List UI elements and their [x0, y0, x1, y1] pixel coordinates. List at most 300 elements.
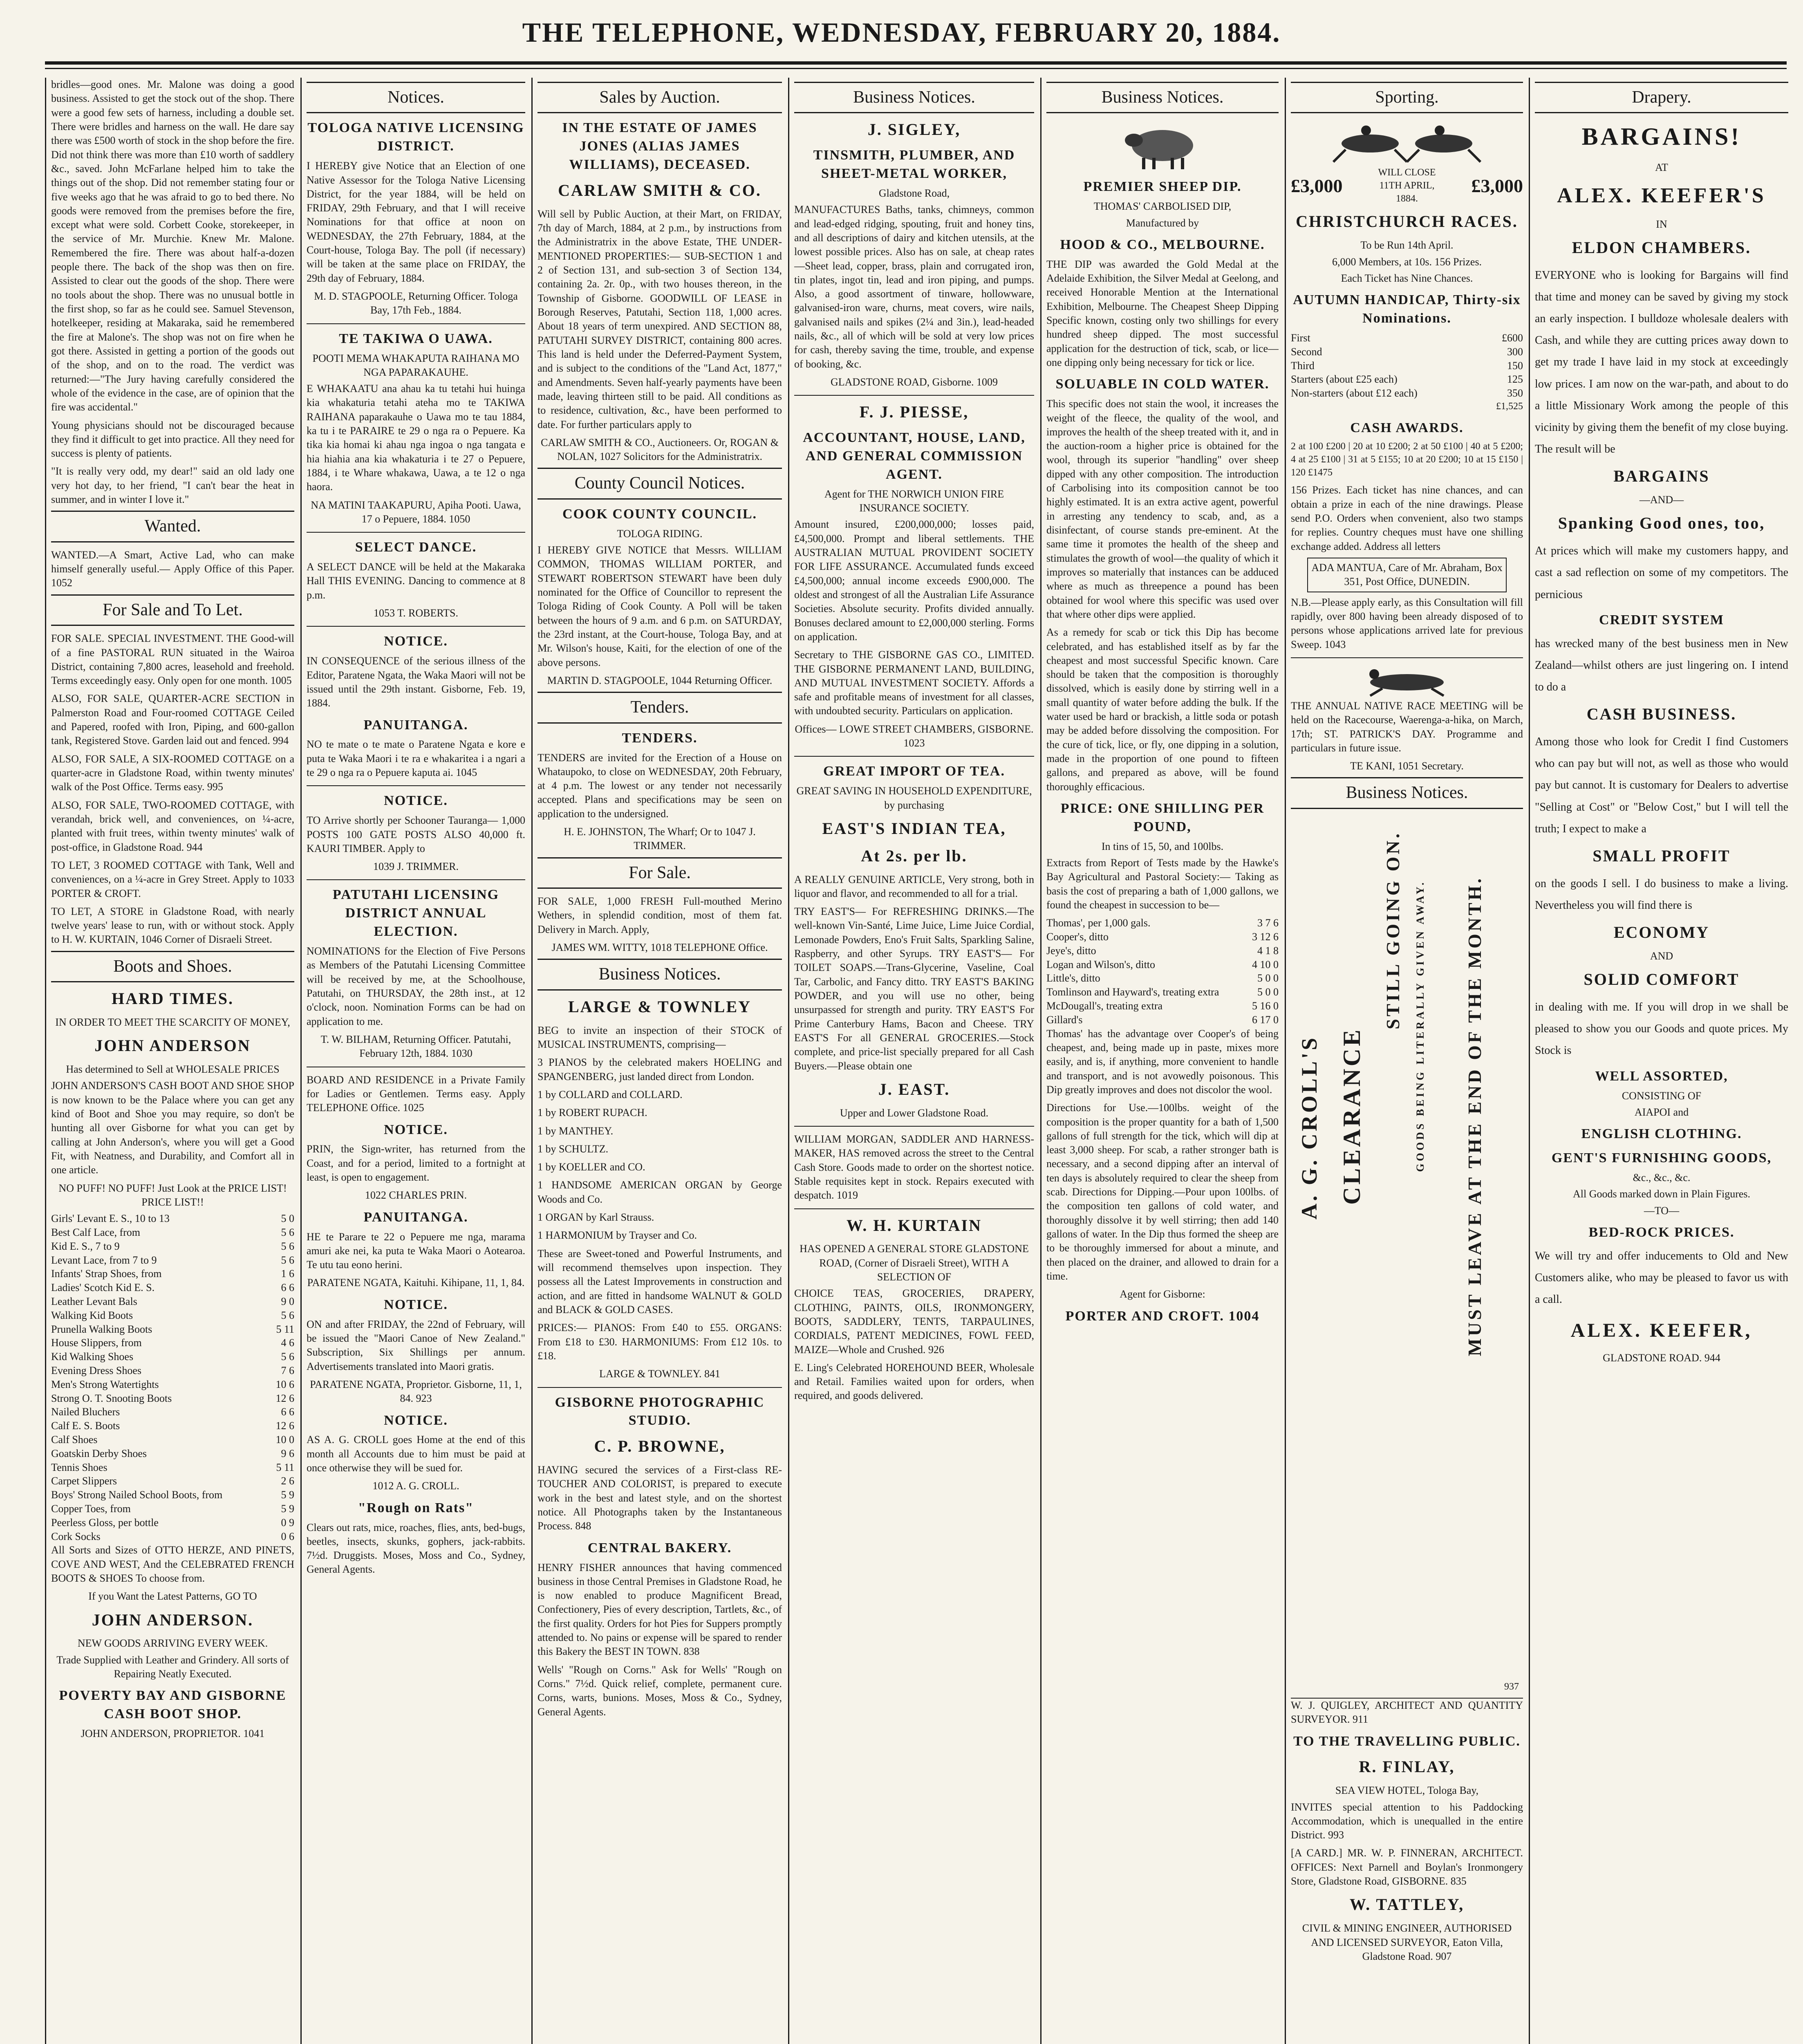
- ad-text: CONSISTING OF: [1622, 1089, 1702, 1102]
- ad-signature: J. EAST.: [878, 1080, 950, 1098]
- notice-signature: JAMES WM. WITTY, 1018 TELEPHONE Office.: [551, 941, 768, 954]
- column-3: [538, 78, 782, 2044]
- price-row: [51, 1226, 294, 1239]
- ad-item: GENT'S FURNISHING GOODS,: [1551, 1150, 1772, 1166]
- price-row: [51, 1419, 294, 1433]
- ad-text: —AND—: [1639, 494, 1684, 506]
- column-rule: [1040, 78, 1041, 2044]
- ad-signature: TE KANI, 1051 Secretary.: [1350, 760, 1464, 772]
- price-row-value: 9 0: [281, 1295, 294, 1307]
- column-1: [51, 78, 294, 2044]
- ad-item: ENGLISH CLOTHING.: [1581, 1126, 1742, 1142]
- wanted-ad: WANTED.—A Smart, Active Lad, who can make himself generally useful.— Apply Office of this Paper. 1052: [51, 549, 294, 589]
- notice-title: NOTICE.: [384, 793, 448, 809]
- section-heading: Sporting.: [1291, 82, 1523, 113]
- price-row: [51, 1350, 294, 1364]
- notice-signature: T. W. BILHAM, Returning Officer. Patutahi, February 12th, 1884. 1030: [320, 1033, 511, 1060]
- price-row-value: 6 6: [281, 1406, 294, 1418]
- separator: [307, 532, 525, 533]
- ad-headline: STILL GOING ON.: [1382, 831, 1403, 1029]
- ad-item: 3 PIANOS by the celebrated makers HOELING and SPANGENBERG, just landed direct from London.: [538, 1056, 782, 1083]
- price-row-value: 5 6: [281, 1351, 294, 1363]
- racehorse-icon: [1321, 119, 1493, 164]
- notice-title: TE TAKIWA O UAWA.: [339, 331, 493, 346]
- column-4: [794, 78, 1034, 2044]
- separator: [307, 879, 525, 880]
- ad-body: INVITES special attention to his Paddocking Accommodation, which is unequalled in the entire District. 993: [1291, 1801, 1523, 1841]
- notice-title: TOLOGA NATIVE LICENSING DISTRICT.: [307, 120, 524, 154]
- notice-body: A SELECT DANCE will be held at the Makaraka Hall THIS EVENING. Dancing to commence at 8 p.m.: [307, 561, 525, 601]
- separator: [794, 1208, 1034, 1209]
- price-row: [51, 1502, 294, 1516]
- ad-place: ELDON CHAMBERS.: [1572, 238, 1751, 257]
- ad-text: Agent for THE NORWICH UNION FIRE INSURANCE SOCIETY.: [824, 488, 1004, 514]
- notice-body: IN CONSEQUENCE of the serious illness of the Editor, Paratene Ngata, the Waka Maori will not be issued until the 29th instant. Gisborne, Feb. 19, 1884.: [307, 655, 525, 709]
- separator: [1291, 657, 1523, 658]
- ad-body: As a remedy for scab or tick this Dip has become celebrated, and has established itself as by far the cheapest and most successful Specific known. Care should be taken that the composition is thoroughly dissolved, which is easily done by stirring well in a small quantity of water before adding the bulk. If the water used be hard or brackish, a little soda or potash may be added before dissolving the composition. For the cure of tick, lice, or fly, one dipping in a solution, made in the proportion of one pound to fifteen gallons, and prepared as above, will be found thoroughly efficacious.: [1046, 626, 1279, 793]
- auction-firm: CARLAW SMITH & CO.: [558, 181, 762, 200]
- prize-row: [1291, 359, 1523, 373]
- ad-signature: ALEX. KEEFER,: [1570, 1320, 1753, 1342]
- notice-body: TENDERS are invited for the Erection of a House on Whataupoko, to close on WEDNESDAY, 20th February, at 4 p.m. The lowest or any tender not necessarily accepted. Plans and specifications may be seen on application to the undersigned.: [538, 751, 782, 820]
- section-heading: Business Notices.: [1046, 82, 1279, 113]
- ad-name: LARGE & TOWNLEY: [568, 997, 752, 1016]
- column-2: [307, 78, 525, 2044]
- price-row-value: 5 9: [281, 1502, 294, 1515]
- sale-ad: ALSO, FOR SALE, TWO-ROOMED COTTAGE, with verandah, brick well, and conveniences, on ¼-acre, planted with fruit trees, within twenty minutes' walk of post-office, in Gladstone Road. 944: [51, 799, 294, 853]
- ad-text: IN: [1656, 218, 1667, 230]
- price-row: [51, 1309, 294, 1322]
- price-row-value: 2 6: [281, 1475, 294, 1487]
- ad-body: E. Ling's Celebrated HOREHOUND BEER, Wholesale and Retail. Families waited upon for orders, when required, and goods delivered.: [794, 1361, 1034, 1402]
- price-row-value: 0 9: [281, 1516, 294, 1529]
- ad-name: A. G. CROLL'S: [1297, 1035, 1321, 1219]
- ad-name: JOHN ANDERSON: [94, 1036, 251, 1055]
- ad-item: &c., &c., &c.: [1633, 1171, 1691, 1183]
- price-row-value: 10 0: [275, 1433, 294, 1446]
- ad-title: TINSMITH, PLUMBER, AND SHEET-METAL WORKER,: [813, 148, 1015, 182]
- ad-address: ADA MANTUA, Care of Mr. Abraham, Box 351, Post Office, DUNEDIN.: [1307, 558, 1507, 592]
- cost-row-label: Logan and Wilson's, ditto: [1046, 958, 1156, 970]
- cost-row-value: 4 1 8: [1257, 944, 1279, 957]
- ad-headline: ECONOMY: [1613, 923, 1710, 942]
- cost-row-label: Cooper's, ditto: [1046, 931, 1109, 943]
- separator: [794, 395, 1034, 396]
- price-row-label: Cork Socks: [51, 1530, 101, 1542]
- price-row-label: House Slippers, from: [51, 1337, 142, 1349]
- cost-row-value: 5 16 0: [1252, 1000, 1279, 1012]
- price-row: [51, 1281, 294, 1295]
- ad-body: EVERYONE who is looking for Bargains will find that time and money can be saved by giving my stock an early inspection. I bulldoze wholesale dealers with Cash, and while they are cutting prices away down to get my trade I have laid in my stock at exceedingly low prices. I am now on the war-path, and about to do a little Missionary Work among the people of this vicinity by giving them the benefit of my close buying. The result will be: [1535, 269, 1788, 456]
- ad-price: PRICE: ONE SHILLING PER POUND,: [1060, 800, 1265, 834]
- price-row-label: Ladies' Scotch Kid E. S.: [51, 1282, 155, 1294]
- ad-headline: BED-ROCK PRICES.: [1588, 1224, 1735, 1240]
- ad-text: Gladstone Road,: [878, 187, 950, 199]
- ad-body: in dealing with me. If you will drop in we shall be pleased to show you our Goods and quote prices. My Stock is: [1535, 1001, 1788, 1057]
- notice-title: NOTICE.: [384, 1122, 448, 1137]
- ad-signature: GLADSTONE ROAD. 944: [1603, 1351, 1720, 1364]
- section-heading: Drapery.: [1535, 82, 1788, 113]
- prize-row: [1291, 345, 1523, 359]
- sale-ad: TO LET, 3 ROOMED COTTAGE with Tank, Well and conveniences, on a ¼-acre in Grey Street. Apply to 1033 PORTER & CROFT.: [51, 859, 294, 899]
- ad-title: CHRISTCHURCH RACES.: [1296, 212, 1518, 231]
- prize-row: [1291, 372, 1523, 386]
- notice-body: E WHAKAATU ana ahau ka tu tetahi hui huinga kia whakaturia tetahi ateha mo te TAKIWA RAIHANA paparakauhe o Uawa mo te tau 1884, ka tu i te PARAIRE te 29 o nga ra o Pepuere. Ka tika kia homai ki ahau nga ingoa o nga tangata e hia hiahia ana kia whakaturia i te 27 o Pepuere, 1884, i te Whare whakawa, Uawa, a te 12 o nga haora.: [307, 383, 525, 493]
- notice-signature: 1039 J. TRIMMER.: [373, 861, 459, 873]
- sheep-illustration: [1046, 119, 1279, 172]
- price-row-value: 9 6: [281, 1447, 294, 1459]
- ad-text: In tins of 15, 50, and 100lbs.: [1101, 840, 1224, 852]
- ad-text: 6,000 Members, at 10s. 156 Prizes.: [1332, 256, 1482, 268]
- notice-signature: M. D. STAGPOOLE, Returning Officer. Tologa Bay, 17th Feb., 1884.: [314, 290, 518, 316]
- racehorse-illustration: [1291, 119, 1523, 164]
- prize-list: [1291, 331, 1523, 400]
- price-row-value: 12 6: [275, 1392, 294, 1404]
- price-row-label: Evening Dress Shoes: [51, 1364, 141, 1376]
- ad-headline: HARD TIMES.: [112, 989, 234, 1008]
- cost-row-value: 4 10 0: [1252, 958, 1279, 970]
- cost-row-label: Jeye's, ditto: [1046, 944, 1096, 957]
- ad-body: At prices which will make my customers happy, and cast a sad reflection on some of my competitors. The pernicious: [1535, 545, 1788, 601]
- prize-row-label: Second: [1291, 345, 1322, 358]
- column-rule: [45, 78, 46, 2044]
- ad-headline: SOLID COMFORT: [1584, 970, 1740, 989]
- notice-title: PANUITANGA.: [363, 717, 468, 733]
- price-row: [51, 1239, 294, 1253]
- news-story: bridles—good ones. Mr. Malone was doing a good business. Assisted to get the stock out of the shop. There were a good few sets of harness, including a double set. There were bridles and harness on the wall. He dare say there was £500 worth of stock in the shop before the fire. Did not think there was more than £10 worth of saddlery &c., saved. John McFarlane helped him to take the things out of the shop. Did not remember stating four or five weeks ago that he was afraid to go to bed there. No goods were removed from the premises before the fire, except what were sold. Corbett Cooke, storekeeper, in the service of Mr. Murchie. Knew Mr. Malone. Remembered the fire. There was about half-a-dozen people there. The back of the shop was then on fire. Assisted to clear out the goods of the shop. There were no tools about the shop. There was no unusual bottle in the first shop, so far as he could see. Samuel Stevenson, hotelkeeper, residing at Makaraka, said he remembered the fire at Malone's. The shop was not on fire when he got there. Assisted in getting a portion of the goods out of the shop, and on to the road. The verdict was returned:—"The Jury having carefully considered the whole of the evidence in the case, are of opinion that the fire was accidental.": [51, 78, 294, 413]
- masthead-rule-thin: [45, 68, 1787, 69]
- ad-item: 1 HARMONIUM by Trayser and Co.: [538, 1229, 697, 1242]
- notice-subtitle: POOTI MEMA WHAKAPUTA RAIHANA MO NGA PAPARAKAUHE.: [312, 352, 520, 378]
- sweep-amount: £3,000: [1471, 175, 1523, 196]
- separator: [794, 756, 1034, 757]
- ad-title: TO THE TRAVELLING PUBLIC.: [1293, 1733, 1521, 1749]
- price-row-value: 5 11: [276, 1461, 294, 1473]
- cost-row-value: 3 12 6: [1252, 931, 1279, 943]
- notice-title: PATUTAHI LICENSING DISTRICT ANNUAL ELECTION.: [332, 887, 499, 939]
- notice-body: AS A. G. CROLL goes Home at the end of this month all Accounts due to him must be paid at once otherwise they will be sued for.: [307, 1434, 525, 1474]
- notice-body: HE te Parare te 22 o Pepuere me nga, marama amuri ake nei, ka puta te Waka Maori o Aotearoa. Te utu tau eono herini.: [307, 1230, 525, 1271]
- ad-body: Secretary to THE GISBORNE GAS CO., LIMITED. THE GISBORNE PERMANENT LAND, BUILDING, AND MUTUAL INVESTMENT SOCIETY. Affords a safe and profitable means of investment for all classes, with undoubted security. Particulars on application.: [794, 649, 1034, 717]
- ad-text: HAS OPENED A GENERAL STORE GLADSTONE ROAD, (Corner of Disraeli Street), WITH A SELECTION OF: [800, 1243, 1029, 1283]
- ad-body: Directions for Use.—100lbs. weight of the composition is the proper quantity for a bath of 1,500 gallons of full strength for the tick, which will dip at least 3,000 sheep. For scab, a rather stronger bath is necessary, and a second dipping after an interval of ten days is absolutely required to clear the sheep from scab. Directions for Dipping.—Pour upon 100lbs. of the composition ten gallons of cold water, and thoroughly dissolve it by well stirring; then add 140 gallons of water. In the Dip thus formed the sheep are to be thoroughly immersed for about a minute, and then placed on the drainer, and allowed to drain for a time.: [1046, 1102, 1279, 1282]
- price-row-value: 6 6: [281, 1282, 294, 1294]
- cost-row: [1046, 916, 1279, 930]
- cost-row-label: Little's, ditto: [1046, 972, 1100, 984]
- price-row: [51, 1295, 294, 1309]
- racehorse-icon: [1346, 664, 1468, 697]
- notice-title: NOTICE.: [384, 634, 448, 649]
- notice-signature: 1022 CHARLES PRIN.: [365, 1189, 467, 1201]
- ad-headline: CLEARANCE: [1338, 1027, 1365, 1205]
- ad-text: Upper and Lower Gladstone Road.: [840, 1107, 989, 1119]
- ad-text: All Goods marked down in Plain Figures.: [1572, 1188, 1751, 1200]
- sweep-banner: [1291, 166, 1523, 205]
- ad-body: N.B.—Please apply early, as this Consultation will fill rapidly, over 800 having been already disposed of to persons whose applications arrived late for previous Sweep. 1043: [1291, 596, 1523, 650]
- ad-signature: Offices— LOWE STREET CHAMBERS, GISBORNE. 1023: [795, 723, 1034, 749]
- ad-body: CHOICE TEAS, GROCERIES, DRAPERY, CLOTHING, PAINTS, OILS, IRONMONGERY, BOOTS, SADDLERY, TENTS, TARPAULINES, CORDIALS, PATENT MEDICINES, FOWL FEED, MAIZE—Whole and Crushed. 926: [794, 1287, 1034, 1356]
- sweep-close: WILL CLOSE 11TH APRIL, 1884.: [1378, 167, 1436, 204]
- ad-text: GOODS BEING LITERALLY GIVEN AWAY.: [1414, 880, 1426, 1172]
- prize-row-value: 350: [1507, 387, 1523, 399]
- price-row: [51, 1474, 294, 1488]
- ad-body: Wells' "Rough on Corns." Ask for Wells' "Rough on Corns." 7½d. Quick relief, complete, permanent cure. Corns, warts, bunions. Moses, Moss & Co., Sydney, General Agents.: [538, 1663, 782, 1718]
- notice-signature: MARTIN D. STAGPOOLE, 1044 Returning Officer.: [547, 674, 773, 686]
- price-row: [51, 1461, 294, 1475]
- separator: [307, 626, 525, 627]
- price-row-label: Kid E. S., 7 to 9: [51, 1240, 120, 1252]
- ad-text: Manufactured by: [1126, 217, 1199, 229]
- section-heading: Business Notices.: [1291, 777, 1523, 809]
- sale-ad: ALSO, FOR SALE, A SIX-ROOMED COTTAGE on a quarter-acre in Gladstone Road, within twenty minutes' walk of the Post Office. Terms easy. 995: [51, 753, 294, 793]
- column-7: [1535, 78, 1788, 2044]
- notice-subtitle: TOLOGA RIDING.: [617, 527, 703, 540]
- notice-body: PRIN, the Sign-writer, has returned from the Coast, and for a period, limited to a fortnight at least, is open to engagement.: [307, 1143, 525, 1183]
- notice-body: Clears out rats, mice, roaches, flies, ants, bed-bugs, beetles, insects, skunks, gophers, jack-rabbits. 7½d. Druggists. Moses, Moss and Co., Sydney, General Agents.: [307, 1521, 525, 1576]
- price-row-label: Peerless Gloss, per bottle: [51, 1516, 159, 1529]
- column-rule: [531, 78, 533, 2044]
- ad-text: CIVIL & MINING ENGINEER, AUTHORISED AND LICENSED SURVEYOR, Eaton Villa, Gladstone Road. 907: [1302, 1922, 1512, 1962]
- news-story: "It is really very odd, my dear!" said an old lady one very hot day, to her friend, "I can't bear the heat in summer, and in winter I love it.": [51, 465, 294, 506]
- sale-ad: TO LET, A STORE in Gladstone Road, with nearly twelve years' lease to run, with or without stock. Apply to H. W. KURTAIN, 1046 Corner of Disraeli Street.: [51, 905, 294, 946]
- notice-title: TENDERS.: [622, 730, 698, 746]
- ad-body: We will try and offer inducements to Old and New Customers alike, who may be pleased to favor us with a call.: [1535, 1249, 1788, 1306]
- masthead: [0, 0, 1803, 61]
- ad-body: [A CARD.] MR. W. P. FINNERAN, ARCHITECT. OFFICES: Next Parnell and Boylan's Ironmongery Store, Gladstone Road, GISBORNE. 835: [1291, 1847, 1523, 1887]
- notice-title: SELECT DANCE.: [355, 540, 477, 555]
- prize-row-label: Non-starters (about £12 each): [1291, 387, 1418, 399]
- price-row: [51, 1516, 294, 1530]
- ad-item: 1 by SCHULTZ.: [538, 1143, 609, 1155]
- cost-list: [1046, 916, 1279, 1026]
- price-row: [51, 1336, 294, 1350]
- ad-title: AUTUMN HANDICAP, Thirty-six Nominations.: [1293, 292, 1521, 326]
- ad-body: A REALLY GENUINE ARTICLE, Very strong, both in liquor and flavor, and recommended to all for a trial.: [794, 873, 1034, 899]
- ad-body: THE DIP was awarded the Gold Medal at the Adelaide Exhibition, the Silver Medal at Geelong, and received Honorable Mention at the International Exhibition, Melbourne. The Cheapest Sheep Dipping Specific known, costing only two shillings for every hundred sheep dipped. The most successful application for the destruction of tick, scab, or lice—one dipping only being necessary for tick or lice.: [1046, 258, 1279, 368]
- cost-row-value: 5 0 0: [1257, 986, 1279, 998]
- notice-signature: NA MATINI TAAKAPURU, Apiha Pooti. Uawa, 17 o Pepuere, 1884. 1050: [311, 499, 521, 525]
- ad-body: 156 Prizes. Each ticket has nine chances, and can obtain a prize in each of the nine drawings. Please send P.O. Orders when convenient, also two stamps for replies. Country cheques must have one shilling exchange added. Address all letters: [1291, 484, 1523, 552]
- ad-text: To be Run 14th April.: [1360, 239, 1454, 251]
- price-row-value: 5 6: [281, 1226, 294, 1239]
- notice-body: I HEREBY GIVE NOTICE that Messrs. WILLIAM COMMON, THOMAS WILLIAM PORTER, and STEWART ROBERTSON STEWART have been duly nominated for the Office of Councillor to represent the Tologa Riding of Cook County. A Poll will be taken between the hours of 9 a.m. and 6 p.m. on SATURDAY, the 23rd instant, at the Court-house, Tologa Bay, and at Mr. Wilson's house, Kaiti, for the election of one of the above persons.: [538, 544, 782, 668]
- ad-text: Trade Supplied with Leather and Grindery. All sorts of Repairing Neatly Executed.: [56, 1654, 289, 1680]
- ad-name: F. J. PIESSE,: [859, 403, 969, 421]
- notice-title: PANUITANGA.: [363, 1209, 468, 1225]
- ad-body: HENRY FISHER announces that having commenced business in those Central Premises in Gladstone Road, he is now enabled to produce Magnificent Bread, Confectionery, Pies of every description, Tartlets, &c., of the first quality. Orders for hot Pies for Suppers promptly attended to. No pains or expense will be spared to render this Bakery the BEST IN TOWN. 838: [538, 1561, 782, 1658]
- ad-text: Has determined to Sell at WHOLESALE PRICES: [66, 1063, 280, 1076]
- notice-signature: H. E. JOHNSTON, The Wharf; Or to 1047 J. TRIMMER.: [564, 826, 756, 852]
- ad-text: AT: [1655, 161, 1668, 173]
- prize-total: £1,525: [1496, 401, 1523, 412]
- ad-text: —TO—: [1644, 1204, 1680, 1217]
- notice-signature: PARATENE NGATA, Kaituhi. Kihipane, 11, 1, 84.: [307, 1277, 525, 1289]
- ad-body: TRY EAST'S— For REFRESHING DRINKS.—The well-known Vin-Santé, Lime Juice, Lime Juice Cordial, Lemonade Powders, Eno's Fruit Salts, Sparkling Saline, Raspberry, and other Syrups. TRY EAST'S— For TOILET SOAPS.—Trans-Glycerine, Vaseline, Coal Tar, Carbolic, and Fancy ditto. TRY EAST'S BAKING POWDER, and you will use no other, being unsurpassed for strength and purity. TRY EAST'S For Prime Canterbury Hams, Bacon and Cheese. TRY EAST'S For all GENERAL GROCERIES.—Stock complete, and price-list specially prepared for all Cash Buyers.—Please obtain one: [794, 905, 1034, 1072]
- news-story: Young physicians should not be discouraged because they find it difficult to get into practice. All they need for success is plenty of patients.: [51, 419, 294, 459]
- price-row-label: Copper Toes, from: [51, 1502, 131, 1515]
- notice-body: FOR SALE, 1,000 FRESH Full-mouthed Merino Wethers, in splendid condition, most of them fat. Delivery in March. Apply,: [538, 895, 782, 935]
- price-row-label: Tennis Shoes: [51, 1461, 108, 1473]
- ad-body: THE ANNUAL NATIVE RACE MEETING will be held on the Racecourse, Waerenga-a-hika, on March, 17th; ST. PATRICK'S DAY. Programme and particulars in future issue.: [1291, 699, 1523, 754]
- ad-body: Amount insured, £200,000,000; losses paid, £4,500,000. Prompt and liberal settlements. THE AUSTRALIAN MUTUAL PROVIDENT SOCIETY FOR LIFE ASSURANCE. Accumulated funds exceed £4,500,000; annual income exceeds £900,000. The oldest and strongest of all the Australian Life Assurance Societies. Absolute security. Profits divided annually. Bonuses declared amount to £2,000,000 sterling. Forms on application.: [794, 518, 1034, 643]
- price-row-value: 12 6: [275, 1420, 294, 1432]
- column-rule: [300, 78, 302, 2044]
- price-row-value: 0 6: [281, 1530, 294, 1542]
- price-row-label: Carpet Slippers: [51, 1475, 117, 1487]
- ad-body: HAVING secured the services of a First-class RE-TOUCHER AND COLORIST, is prepared to execute work in the best and latest style, and on the shortest notice. All Photographs taken by the Instantaneous Process. 848: [538, 1464, 782, 1532]
- prize-row-label: Third: [1291, 359, 1315, 372]
- notice-signature: PARATENE NGATA, Proprietor. Gisborne, 11, 1, 84. 923: [310, 1378, 522, 1405]
- ad-text: NEW GOODS ARRIVING EVERY WEEK.: [77, 1637, 268, 1650]
- ad-name: W. H. KURTAIN: [847, 1216, 982, 1235]
- notice-body: I HEREBY give Notice that an Election of one Native Assessor for the Tologa Native Licensing District, for the year 1884, will be held on FRIDAY, 29th February, and that I will receive Nominations for that office at noon on WEDNESDAY, the 27th February, 1884, at the Court-house, Tologa Bay. The poll (if necessary) will be taken at the same place on FRIDAY, the 29th day of February, 1884.: [307, 160, 525, 284]
- column-6: [1291, 78, 1523, 2044]
- sale-ad: FOR SALE. SPECIAL INVESTMENT. THE Good-will of a fine PASTORAL RUN situated in the Wairoa District, containing 7,800 acres, leasehold and freehold. Terms exceedingly easy. Only open for one month. 1005: [51, 632, 294, 687]
- price-row-label: Calf Shoes: [51, 1433, 98, 1446]
- price-row-value: 10 6: [275, 1378, 294, 1390]
- prize-row-label: First: [1291, 332, 1310, 344]
- auction-title: IN THE ESTATE OF JAMES JONES (ALIAS JAMES WILLIAMS), DECEASED.: [562, 120, 757, 173]
- cost-row: [1046, 944, 1279, 958]
- ad-name: C. P. BROWNE,: [594, 1437, 726, 1456]
- separator: [794, 1126, 1034, 1127]
- section-heading: Notices.: [307, 82, 525, 113]
- section-heading: Business Notices.: [794, 82, 1034, 113]
- racehorse-illustration: [1291, 664, 1523, 697]
- price-row: [51, 1392, 294, 1405]
- price-row-label: Calf E. S. Boots: [51, 1420, 120, 1432]
- ad-text: IN ORDER TO MEET THE SCARCITY OF MONEY,: [55, 1016, 290, 1028]
- cost-row-value: 3 7 6: [1257, 917, 1279, 929]
- price-row-value: 5 9: [281, 1489, 294, 1501]
- section-heading: Tenders.: [538, 692, 782, 723]
- ad-headline: WELL ASSORTED,: [1595, 1068, 1728, 1084]
- price-row: [51, 1378, 294, 1392]
- cost-row: [1046, 958, 1279, 972]
- column-rule: [788, 78, 789, 2044]
- price-row-label: Walking Kid Boots: [51, 1309, 133, 1321]
- awards-table: 2 at 100 £200 | 20 at 10 £200; 2 at 50 £100 | 40 at 5 £200; 4 at 25 £100 | 31 at 5 £155; 10 at 20 £200; 10 at 15 £150 | 120 £1475: [1291, 441, 1523, 478]
- ad-headline: SMALL PROFIT: [1592, 847, 1731, 865]
- ad-text: SEA VIEW HOTEL, Tologa Bay,: [1335, 1784, 1479, 1797]
- ad-item: 1 by ROBERT RUPACH.: [538, 1107, 647, 1119]
- cost-row-value: 5 0 0: [1257, 972, 1279, 984]
- prize-row-value: 125: [1507, 373, 1523, 385]
- ad-title: CENTRAL BAKERY.: [587, 1540, 732, 1555]
- price-row-value: 5 6: [281, 1254, 294, 1266]
- cost-row: [1046, 971, 1279, 985]
- price-row: [51, 1364, 294, 1378]
- ad-item: 1 ORGAN by Karl Strauss.: [538, 1211, 654, 1224]
- ad-text: THOMAS' CARBOLISED DIP,: [1093, 200, 1232, 213]
- price-row: [51, 1433, 294, 1447]
- notice-title: COOK COUNTY COUNCIL.: [562, 506, 757, 522]
- ad-body: BEG to invite an inspection of their STOCK of MUSICAL INSTRUMENTS, comprising—: [538, 1024, 782, 1050]
- ad-item: AIAPOI and: [1634, 1106, 1689, 1118]
- ad-item: 1 by KOELLER and CO.: [538, 1161, 645, 1173]
- ad-body: on the goods I sell. I do business to make a living. Nevertheless you will find there is: [1535, 877, 1788, 912]
- section-heading: Business Notices.: [538, 959, 782, 990]
- price-list: [51, 1212, 294, 1543]
- price-row-value: 5 6: [281, 1309, 294, 1321]
- price-row-label: Nailed Bluchers: [51, 1406, 120, 1418]
- price-row: [51, 1212, 294, 1226]
- cost-row: [1046, 930, 1279, 944]
- cost-row: [1046, 999, 1279, 1013]
- section-heading: County Council Notices.: [538, 468, 782, 499]
- cost-row: [1046, 985, 1279, 999]
- notice-title: NOTICE.: [384, 1412, 448, 1428]
- price-row: [51, 1322, 294, 1336]
- price-row-label: Kid Walking Shoes: [51, 1351, 134, 1363]
- ad-body: These are Sweet-toned and Powerful Instruments, and will recommend themselves upon inspection. They possess all the Latest Improvements in construction and action, and are fitted in handsome WALNUT & GOLD and BLACK & GOLD CASES.: [538, 1247, 782, 1316]
- separator: [307, 323, 525, 324]
- price-row-label: Goatskin Derby Shoes: [51, 1447, 147, 1459]
- price-row-label: Boys' Strong Nailed School Boots, from: [51, 1489, 223, 1501]
- price-row-value: 7 6: [281, 1364, 294, 1376]
- notice-body: BOARD AND RESIDENCE in a Private Family for Ladies or Gentlemen. Terms easy. Apply TELEPHONE Office. 1025: [307, 1074, 525, 1114]
- notice-signature: 1053 T. ROBERTS.: [374, 607, 458, 619]
- prize-row-value: 150: [1507, 359, 1523, 372]
- ad-body: Extracts from Report of Tests made by the Hawke's Bay Agricultural and Pastoral Society:— Taking as basis the cost of preparing a bath of 1,000 gallons, we found the cheapest in succession to be—: [1046, 857, 1279, 911]
- cost-row-label: McDougall's, treating extra: [1046, 1000, 1163, 1012]
- croll-clearance-ad: [1291, 815, 1523, 1699]
- ad-headline: BARGAINS!: [1581, 123, 1742, 150]
- price-row-label: Leather Levant Bals: [51, 1295, 137, 1307]
- notice-title: "Rough on Rats": [358, 1500, 474, 1515]
- ad-item: 1 by MANTHEY.: [538, 1125, 614, 1137]
- price-row: [51, 1488, 294, 1502]
- cost-row-label: Thomas', per 1,000 gals.: [1046, 917, 1151, 929]
- notice-title: NOTICE.: [384, 1297, 448, 1312]
- cost-row-label: Tomlinson and Hayward's, treating extra: [1046, 986, 1219, 998]
- section-heading: Boots and Shoes.: [51, 951, 294, 982]
- ad-text: If you Want the Latest Patterns, GO TO: [88, 1590, 257, 1602]
- column-rule: [1285, 78, 1286, 2044]
- cost-row-value: 6 17 0: [1252, 1013, 1279, 1026]
- price-row-label: Girls' Levant E. S., 10 to 13: [51, 1213, 170, 1225]
- ad-signature: GLADSTONE ROAD, Gisborne. 1009: [830, 376, 998, 388]
- ad-text: NO PUFF! NO PUFF! Just Look at the PRICE LIST! PRICE LIST!!: [58, 1182, 287, 1208]
- ad-signature: JOHN ANDERSON, PROPRIETOR. 1041: [81, 1728, 265, 1740]
- ad-name: J. SIGLEY,: [867, 120, 961, 139]
- ad-title: ACCOUNTANT, HOUSE, LAND, AND GENERAL COMMISSION AGENT.: [803, 430, 1026, 482]
- cost-row-label: Gillard's: [1046, 1013, 1083, 1026]
- ad-item: 1 by COLLARD and COLLARD.: [538, 1088, 683, 1100]
- ad-title: SOLUABLE IN COLD WATER.: [1055, 377, 1270, 392]
- prize-row: [1291, 386, 1523, 400]
- price-row-label: Men's Strong Watertights: [51, 1378, 159, 1390]
- auction-body: Will sell by Public Auction, at their Mart, on FRIDAY, 7th day of March, 1884, at 2 p.m., by instructions from the Administratrix in the above Estate, THE UNDER-MENTIONED PROPERTIES:— SUB-SECTION 1 and 2 of Section 131, and sub-section 3 of Section 134, containing 2a. 2r. 0p., with two houses thereon, in the Township of Gisborne. GOODWILL OF LEASE in Borough Reserves, Patutahi, Section 118, 1,000 acres. About 18 years of term unexpired. AND SECTION 88, PATUTAHI SURVEY DISTRICT, containing 800 acres. This land is held under the Deferred-Payment System, and is subject to the conditions of the "Land Act, 1877," and Amendments. Seven half-yearly payments have been made, leaving thirteen still to be paid. All conditions as to residence, cultivation, &c., have been performed to date. For further particulars apply to: [538, 208, 782, 430]
- ad-name: ALEX. KEEFER'S: [1557, 184, 1766, 207]
- ad-headline: BARGAINS: [1613, 467, 1710, 486]
- ad-headline: MUST LEAVE AT THE END OF THE MONTH.: [1464, 876, 1485, 1356]
- ad-number: 937: [1504, 1681, 1519, 1692]
- ad-body: W. J. QUIGLEY, ARCHITECT AND QUANTITY SURVEYOR. 911: [1291, 1699, 1523, 1726]
- sheep-icon: [1118, 119, 1207, 172]
- column-rule: [1529, 78, 1530, 2044]
- section-heading: For Sale and To Let.: [51, 594, 294, 626]
- prize-row-label: Starters (about £25 each): [1291, 373, 1398, 385]
- ad-title: PREMIER SHEEP DIP.: [1083, 179, 1242, 195]
- ad-name: JOHN ANDERSON.: [92, 1610, 254, 1629]
- ad-name: HOOD & CO., MELBOURNE.: [1060, 237, 1265, 252]
- prize-row-value: 300: [1507, 345, 1523, 358]
- column-5: [1046, 78, 1279, 2044]
- price-row-value: 5 11: [276, 1323, 294, 1335]
- ad-name: W. TATTLEY,: [1349, 1895, 1465, 1914]
- price-row-label: Best Calf Lace, from: [51, 1226, 141, 1239]
